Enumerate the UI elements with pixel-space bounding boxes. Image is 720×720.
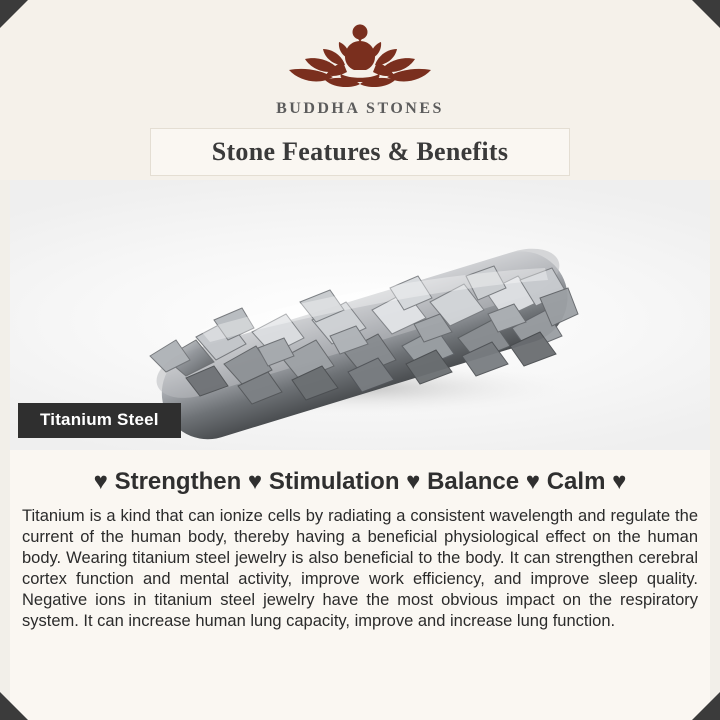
page-title-band	[150, 128, 570, 176]
left-border-rail	[0, 180, 10, 720]
corner-decoration-bottom-left	[0, 692, 28, 720]
brand-name: BUDDHA STONES	[276, 100, 444, 117]
content-section	[0, 450, 720, 720]
stone-label: Titanium Steel	[18, 403, 181, 438]
right-border-rail	[710, 180, 720, 720]
page-title: Stone Features & Benefits	[211, 137, 509, 166]
description-text: Titanium is a kind that can ionize cells by radiating a consistent wavelength and regulate the current of the human body, thereby having a beneficial physiological effect on the human body. Wearing titanium steel jewelry is also beneficial to the body. It can strengthen cerebral cortex function and mental activity, improve work efficiency, and improve sleep quality. Negative ions in titanium steel jewelry have the most obvious impact on the respiratory system. It can increase human lung capacity, improve and increase lung function.	[22, 507, 698, 630]
corner-decoration-top-left	[0, 0, 28, 28]
lotus-meditation-icon	[265, 18, 455, 96]
brand-logo	[265, 18, 455, 118]
hero-image-section	[0, 180, 720, 450]
benefits-headline: ♥ Strengthen ♥ Stimulation ♥ Balance ♥ Calm ♥	[93, 468, 627, 495]
corner-decoration-top-right	[692, 0, 720, 28]
corner-decoration-bottom-right	[692, 692, 720, 720]
